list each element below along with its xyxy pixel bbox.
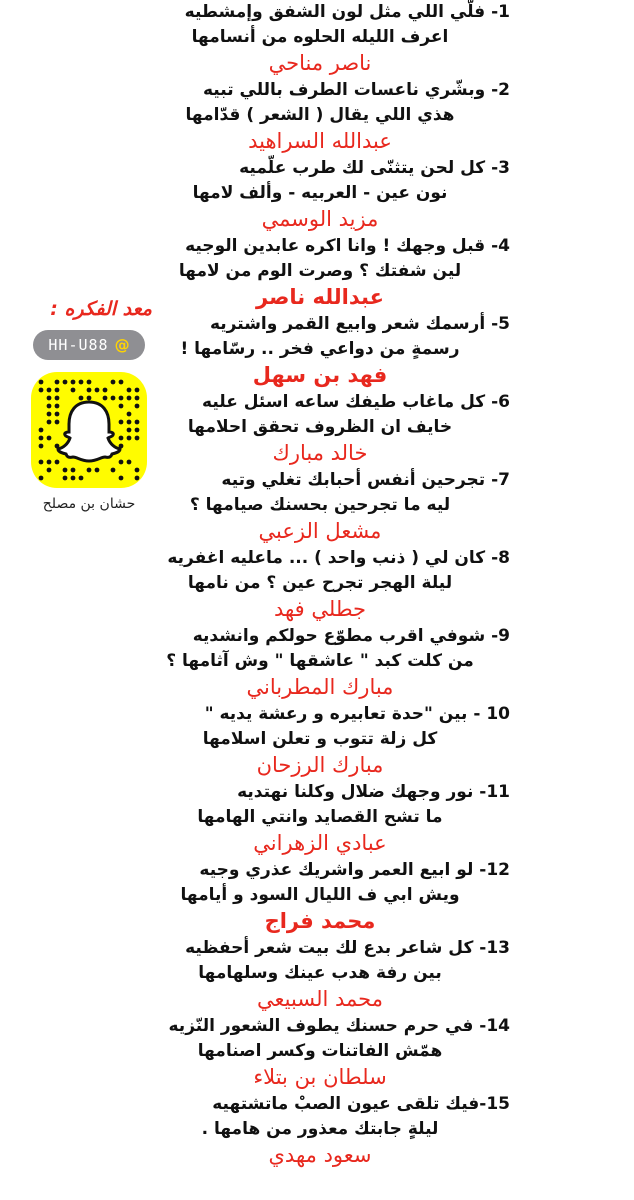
verse-line: اعرف الليله الحلوه من أنسامها — [191, 27, 449, 47]
credit-panel — [22, 298, 156, 512]
snapcode-dot — [39, 460, 44, 465]
snapcode-dot — [119, 404, 124, 409]
poem-entry-15 — [130, 1092, 510, 1169]
verse-line: ما تشح القصايد وانتي الهامها — [197, 807, 443, 827]
snapcode-dot — [119, 380, 124, 385]
verse-line: 4- قبل وجهك ! وانا اكره عابدين الوجيه — [185, 236, 510, 256]
verse-line: ليلة الهجر تجرح عين ؟ من نامها — [187, 573, 453, 593]
owner-name: حشان بن مصلح — [42, 496, 136, 512]
poem-entry-6 — [130, 390, 510, 467]
snapcode-dot — [87, 468, 92, 473]
poem-entry-14 — [130, 1014, 510, 1091]
poet-name: ناصر مناحي — [268, 51, 372, 75]
snapcode-dot — [47, 460, 52, 465]
snapcode-dot — [55, 460, 60, 465]
snapcode-dot — [47, 388, 52, 393]
snapcode-dot — [127, 412, 132, 417]
snapcode-dot — [39, 444, 44, 449]
snapcode-dot — [79, 380, 84, 385]
snapcode-dot — [55, 412, 60, 417]
snapcode-dot — [111, 380, 116, 385]
poet-name: مبارك المطرباني — [246, 675, 394, 699]
verse-line: 10 - بين "حدة تعابيره و رعشة يديه " — [204, 704, 510, 724]
snapcode-dot — [135, 420, 140, 425]
poem-entry-5 — [130, 312, 510, 389]
verse-line: 2- وبشّري ناعسات الطرف باللي تبيه — [203, 80, 510, 100]
snapcode-dot — [87, 396, 92, 401]
snapcode-dot — [47, 468, 52, 473]
snapcode-dot — [135, 388, 140, 393]
verse-line: 5- أرسمك شعر وابيع القمر واشتريه — [209, 314, 510, 334]
snapcode-dot — [119, 396, 124, 401]
snapcode-dot — [103, 388, 108, 393]
snapcode-dot — [111, 468, 116, 473]
snapcode-dot — [71, 476, 76, 481]
snapcode-dot — [127, 388, 132, 393]
poet-name: عبدالله ناصر — [256, 285, 384, 309]
poet-name: عبادي الزهراني — [253, 831, 387, 855]
snapcode-dot — [55, 388, 60, 393]
snapcode-dot — [119, 436, 124, 441]
verse-line: 11- نور وجهك ضلال وكلنا نهتديه — [237, 782, 510, 802]
snapcode-dot — [87, 380, 92, 385]
ghost-icon — [58, 402, 120, 461]
snapcode-dot — [47, 404, 52, 409]
snapcode-dot — [71, 388, 76, 393]
poem-entry-11 — [130, 780, 510, 857]
poet-name: مشعل الزعبي — [258, 519, 382, 543]
snapcode-dot — [127, 428, 132, 433]
poet-name: عبدالله السراهيد — [248, 129, 392, 153]
snapcode-dot — [135, 476, 140, 481]
snapcode-dot — [127, 396, 132, 401]
poem-entry-12 — [130, 858, 510, 935]
verse-line: لين شفتك ؟ وصرت الوم من لامها — [178, 261, 462, 281]
snapcode-dot — [71, 380, 76, 385]
snapcode-dot — [55, 420, 60, 425]
snapcode-dot — [39, 428, 44, 433]
verse-line: بين رفة هدب عينك وسلهامها — [198, 963, 442, 983]
verse-line: نون عين - العربيه - وألف لامها — [192, 183, 448, 203]
snapcode-dot — [87, 388, 92, 393]
snapcode-dot — [55, 396, 60, 401]
verse-line: 14- في حرم حسنك يطوف الشعور النّزيه — [168, 1016, 510, 1036]
snapcode-dot — [95, 388, 100, 393]
snapcode-dot — [39, 436, 44, 441]
snapcode-dot — [135, 468, 140, 473]
poet-name: محمد السبيعي — [257, 987, 383, 1011]
snapcode-dot — [39, 380, 44, 385]
poet-name: محمد فراج — [264, 909, 376, 933]
poem-entry-1 — [130, 0, 510, 77]
poet-name: سعود مهدي — [268, 1143, 372, 1167]
snapcode-dot — [135, 436, 140, 441]
snapcode-dot — [79, 396, 84, 401]
snapcode-dot — [119, 476, 124, 481]
verse-line: 3- كل لحن يتثنّى لك طرب علّميه — [239, 158, 510, 178]
snapcode-dot — [127, 460, 132, 465]
poem-entry-4 — [130, 234, 510, 311]
snapcode-dot — [39, 476, 44, 481]
verse-line: 12- لو ابيع العمر واشريك عذري وجيه — [199, 860, 510, 880]
snapcode-dot — [127, 436, 132, 441]
verse-line: 6- كل ماغاب طيفك ساعه اسئل عليه — [202, 392, 510, 412]
snapcode-dot — [79, 476, 84, 481]
handle-text: HH-U88 — [48, 336, 109, 354]
snapcode-dot — [95, 468, 100, 473]
verse-line: هذي اللي يقال ( الشعر ) قدّامها — [185, 105, 455, 125]
poet-name: فهد بن سهل — [252, 363, 388, 387]
poet-name: مبارك الرزحان — [256, 753, 384, 777]
verse-line: 7- تجرحين أنفس أحبابك تغلي وتيه — [221, 470, 510, 490]
poem-entry-7 — [130, 468, 510, 545]
poet-name: جطلي فهد — [273, 597, 367, 621]
poem-entry-10 — [130, 702, 510, 779]
snapcode-dot — [71, 468, 76, 473]
poet-name: سلطان بن بتلاء — [253, 1065, 387, 1089]
verse-line: ليلةٍ جابتك معذور من هامها . — [201, 1119, 439, 1139]
poet-name: خالد مبارك — [272, 441, 368, 465]
snapcode-dot — [103, 396, 108, 401]
snapcode-dot — [119, 420, 124, 425]
snapcode-dot — [55, 404, 60, 409]
at-symbol: @ — [114, 336, 130, 354]
snapcode-dot — [119, 460, 124, 465]
snapcode-dots — [31, 372, 147, 488]
verse-line: 9- شوفي اقرب مطوّع حولكم وانشديه — [192, 626, 510, 646]
snapcode-qr[interactable] — [31, 372, 147, 488]
verse-line: ليه ما تجرحين بحسنك صيامها ؟ — [189, 495, 451, 515]
snapcode-dot — [135, 404, 140, 409]
verse-line: همّش الفاتنات وكسر اصنامها — [197, 1041, 443, 1061]
verse-line: 15-فيك تلقى عيون الصبْ ماتشتهيه — [212, 1094, 510, 1114]
snapcode-dot — [63, 468, 68, 473]
verse-line: من كلت كبد " عاشقها " وش آثامها ؟ — [166, 651, 474, 671]
poem-entry-13 — [130, 936, 510, 1013]
snapcode-dot — [47, 436, 52, 441]
verse-line: 13- كل شاعر بدع لك بيت شعر أحفظيه — [185, 938, 510, 958]
verse-line: 8- كان لي ( ذنب واحد ) ... ماعليه اغفريه — [167, 548, 510, 568]
verse-line: خايف ان الظروف تحقق احلامها — [187, 417, 453, 437]
poem-list — [130, 0, 510, 1170]
snapcode-dot — [135, 396, 140, 401]
snapcode-dot — [47, 412, 52, 417]
snapcode-dot — [135, 428, 140, 433]
poet-name: مزيد الوسمي — [261, 207, 379, 231]
poem-entry-9 — [130, 624, 510, 701]
snapcode-dot — [63, 476, 68, 481]
verse-line: كل زلة تتوب و تعلن اسلامها — [202, 729, 438, 749]
prepared-by-label: معد الفكره : — [50, 298, 152, 320]
snapcode-dot — [47, 396, 52, 401]
snapcode-dot — [47, 420, 52, 425]
snapcode-dot — [127, 420, 132, 425]
poem-entry-2 — [130, 78, 510, 155]
poem-entry-3 — [130, 156, 510, 233]
snapcode-dot — [63, 380, 68, 385]
verse-line: ويش ابي ف الليال السود و أيامها — [180, 885, 460, 905]
verse-line: 1- فلّي اللي مثل لون الشفق وإمشطيه — [184, 2, 510, 22]
snapcode-dot — [55, 380, 60, 385]
poem-entry-8 — [130, 546, 510, 623]
snapcode-dot — [39, 388, 44, 393]
snapchat-handle-pill[interactable] — [33, 330, 145, 360]
verse-line: رسمةٍ من دواعي فخر .. رسّامها ! — [180, 339, 460, 359]
snapcode-dot — [111, 396, 116, 401]
